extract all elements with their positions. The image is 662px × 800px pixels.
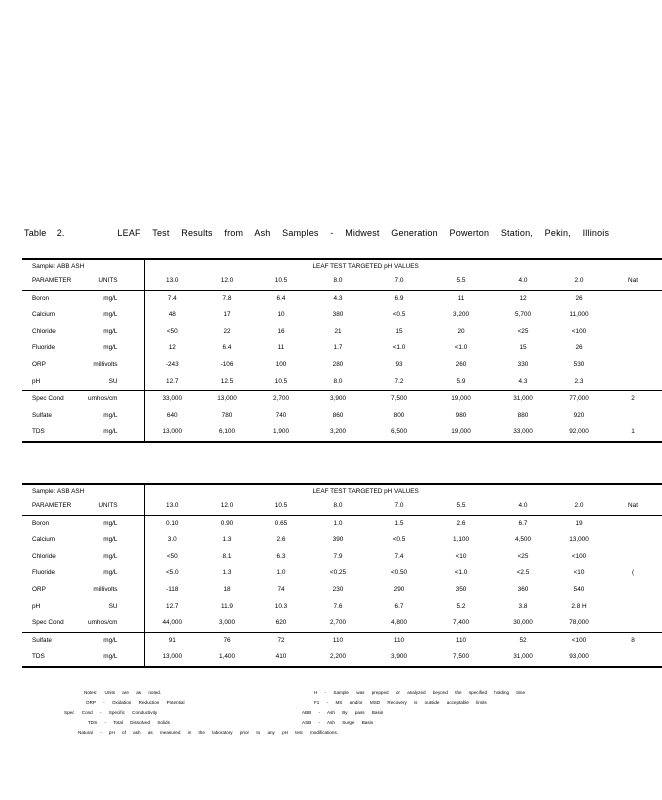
units-header: UNITS (82, 273, 144, 290)
result-value: 100 (275, 360, 287, 368)
result-value: 0.10 (166, 519, 179, 527)
units-header: UNITS (82, 498, 144, 515)
result-value: 33,000 (492, 424, 554, 442)
result-value: 3,200 (453, 311, 469, 319)
results-table-abb (22, 258, 638, 443)
parameter-units: mg/L (82, 632, 144, 649)
table-row (22, 408, 662, 425)
parameter-name: TDS (22, 649, 82, 667)
note-orp: ORP - Oxidation Reduction Potential (86, 700, 185, 705)
result-value: 15 (519, 344, 527, 352)
result-value: 2.6 (456, 519, 466, 527)
result-value: 4,500 (515, 536, 531, 544)
result-value: 7,500 (368, 391, 430, 408)
result-value: 44,000 (162, 619, 183, 627)
result-value: 2.8 H (571, 602, 587, 610)
result-value: 10 (277, 311, 285, 319)
parameter-units: millivolts (82, 357, 144, 374)
parameter-header: PARAMETER (22, 498, 82, 515)
result-value: 880 (517, 411, 529, 419)
result-value: <2.5 (516, 569, 530, 577)
result-value: 7.6 (333, 602, 343, 610)
result-value: 33,000 (144, 391, 200, 408)
parameter-name: Boron (32, 294, 50, 302)
result-value: 530 (573, 360, 585, 368)
result-value: 620 (275, 619, 287, 627)
result-value: -243 (165, 360, 179, 368)
result-value: 2,700 (254, 391, 308, 408)
table-row (22, 632, 662, 649)
result-value: <50 (166, 327, 178, 335)
result-value: 92,000 (554, 424, 604, 442)
result-value: 3,200 (308, 424, 368, 442)
result-value: 18 (223, 585, 231, 593)
table-row (22, 307, 662, 324)
data-table (22, 258, 662, 443)
table-notes (0, 690, 618, 750)
result-value: 13,000 (200, 391, 254, 408)
ph-target-header: 10.5 (254, 498, 308, 515)
result-value (604, 615, 662, 632)
result-value: 10.5 (274, 377, 288, 385)
table-row (22, 532, 662, 549)
result-value: 8.0 (333, 377, 343, 385)
result-value: ( (631, 569, 635, 577)
parameter-units: mg/L (82, 515, 144, 532)
ph-target-header: 2.0 (554, 498, 604, 515)
result-value: <1.0 (454, 569, 468, 577)
result-value (604, 324, 662, 341)
result-value: 980 (455, 411, 467, 419)
note-spec-cond: Spec Cond - Specific Conductivity (64, 710, 158, 715)
result-value: 91 (144, 632, 200, 649)
note-units: Notes: Units are as noted. (84, 690, 162, 695)
result-value: 12.5 (220, 377, 234, 385)
result-value: 860 (332, 411, 344, 419)
result-value: 2.6 (276, 536, 286, 544)
result-value: 5.2 (456, 602, 466, 610)
ph-target-header: 7.0 (368, 498, 430, 515)
result-value: 11,000 (569, 311, 589, 319)
parameter-units: umhos/cm (82, 391, 144, 408)
result-value: 800 (393, 411, 405, 419)
result-value (604, 340, 662, 357)
result-value: 410 (254, 649, 308, 667)
parameter-units: mg/L (82, 549, 144, 566)
result-value: 1 (604, 424, 662, 442)
result-value: 360 (517, 585, 529, 593)
ph-target-header: 4.0 (492, 498, 554, 515)
result-value: 11.9 (221, 602, 233, 610)
result-value: 6.7 (394, 602, 404, 610)
result-value: 1.3 (222, 569, 232, 577)
result-value: 17 (223, 311, 231, 319)
sample-label: Sample: ASB ASH (22, 484, 144, 498)
table-caption (24, 228, 609, 238)
result-value: 22 (223, 327, 231, 335)
parameter-name: Fluoride (32, 344, 56, 352)
ph-target-header: 7.0 (368, 273, 430, 290)
result-value: <1.0 (392, 344, 406, 352)
result-value: 390 (332, 536, 344, 544)
result-value: 0.65 (274, 519, 288, 527)
result-value: 380 (332, 311, 344, 319)
result-value: 16 (277, 327, 285, 335)
ph-target-header: 4.0 (492, 273, 554, 290)
result-value: 72 (254, 632, 308, 649)
result-value: <0.5 (392, 536, 406, 544)
ph-target-header: 12.0 (200, 498, 254, 515)
result-value (604, 649, 662, 667)
result-value: <0.25 (329, 569, 347, 577)
result-value: 7.4 (394, 552, 404, 560)
leaf-test-header: LEAF TEST TARGETED pH VALUES (144, 484, 662, 498)
result-value: 740 (275, 411, 287, 419)
result-value: 5.9 (456, 377, 466, 385)
result-value (604, 515, 662, 532)
parameter-units: mg/L (82, 307, 144, 324)
result-value: 3,900 (368, 649, 430, 667)
caption-number: 2. (56, 228, 65, 238)
result-value (604, 599, 662, 616)
table-title-row (22, 484, 662, 498)
result-value: 12 (168, 344, 176, 352)
result-value: <50 (166, 552, 178, 560)
ph-target-header: Nat (604, 273, 662, 290)
table-row (22, 374, 662, 391)
result-value: 12.7 (166, 377, 179, 385)
result-value: 6,100 (200, 424, 254, 442)
result-value: 540 (573, 585, 585, 593)
result-value: 6.9 (394, 294, 404, 302)
parameter-units: mg/L (82, 324, 144, 341)
result-value: 76 (200, 632, 254, 649)
note-holding-time: H - Sample was prepped or analyzed beyond the specified holding time (314, 690, 526, 695)
result-value: 4,800 (391, 619, 407, 627)
result-value (604, 582, 662, 599)
result-value (604, 357, 662, 374)
results-table-asb (22, 483, 638, 668)
result-value: 13,000 (569, 536, 589, 544)
caption-title: LEAF Test Results from Ash Samples - Midwest Generation Powerton Station, Pekin, Illinois (117, 228, 610, 238)
result-value: 7,400 (453, 619, 469, 627)
ph-target-header: 13.0 (144, 498, 200, 515)
ph-target-header: 8.0 (308, 498, 368, 515)
table-row (22, 565, 662, 582)
table-row (22, 357, 662, 374)
result-value: 110 (308, 632, 368, 649)
result-value: 93,000 (554, 649, 604, 667)
result-value: <0.5 (392, 311, 406, 319)
result-value: 3,000 (219, 619, 235, 627)
column-header-row (22, 273, 662, 290)
table-row (22, 391, 662, 408)
result-value: 1,900 (254, 424, 308, 442)
result-value: 640 (166, 411, 178, 419)
parameter-name: Spec Cond (32, 619, 64, 627)
result-value: 7.2 (394, 377, 404, 385)
result-value (604, 549, 662, 566)
result-value: 77,000 (554, 391, 604, 408)
result-value: 110 (430, 632, 492, 649)
result-value: 11 (457, 294, 465, 302)
result-value: 230 (332, 585, 344, 593)
result-value: 2,200 (308, 649, 368, 667)
result-value: 19,000 (430, 424, 492, 442)
parameter-name: Sulfate (32, 411, 52, 419)
table-row (22, 649, 662, 667)
result-value: 260 (455, 360, 467, 368)
result-value: 2.3 (574, 377, 584, 385)
result-value: 12.7 (166, 602, 179, 610)
result-value: 110 (368, 632, 430, 649)
data-table (22, 483, 662, 668)
result-value: <25 (517, 327, 529, 335)
column-header-row (22, 498, 662, 515)
result-value: 2 (604, 391, 662, 408)
result-value: -118 (166, 585, 179, 593)
result-value: 5,700 (515, 311, 531, 319)
result-value: 31,000 (492, 391, 554, 408)
note-ms-msd: F1 - MS and/or MSD Recovery is outside acceptable limits (314, 700, 487, 705)
note-tds: TDS - Total Dissolved Solids (88, 720, 170, 725)
result-value: 6.4 (276, 294, 286, 302)
result-value: 78,000 (569, 619, 589, 627)
result-value: 12 (519, 294, 527, 302)
parameter-name: Boron (32, 519, 50, 527)
parameter-units: mg/L (82, 424, 144, 442)
parameter-units: SU (82, 374, 144, 391)
result-value: 2,700 (330, 619, 346, 627)
result-value: 0.90 (220, 519, 234, 527)
ph-target-header: 8.0 (308, 273, 368, 290)
note-asb: ASB - Ash Surge Basin (302, 720, 374, 725)
parameter-units: mg/L (82, 565, 144, 582)
result-value: 7.8 (222, 294, 232, 302)
parameter-name: Chloride (32, 552, 56, 560)
parameter-name: ORP (32, 585, 46, 593)
result-value: <100 (554, 632, 604, 649)
table-row (22, 515, 662, 532)
result-value: 1,400 (200, 649, 254, 667)
result-value: 1.0 (333, 519, 343, 527)
parameter-name: ORP (32, 360, 46, 368)
result-value: 6.3 (276, 552, 286, 560)
result-value: 6.4 (222, 344, 232, 352)
parameter-units: mg/L (82, 408, 144, 425)
result-value: 19 (575, 519, 583, 527)
result-value: <100 (571, 552, 587, 560)
ph-target-header: 5.5 (430, 498, 492, 515)
table-row (22, 424, 662, 442)
result-value: 1.5 (394, 519, 404, 527)
result-value: 4.3 (333, 294, 343, 302)
result-value: 20 (457, 327, 465, 335)
leaf-test-header: LEAF TEST TARGETED pH VALUES (144, 259, 662, 273)
parameter-units: mg/L (82, 532, 144, 549)
result-value: 7.4 (167, 294, 177, 302)
parameter-units: mg/L (82, 649, 144, 667)
result-value: 8 (604, 632, 662, 649)
parameter-name: pH (32, 377, 41, 385)
result-value: 48 (168, 311, 176, 319)
parameter-name: Calcium (32, 311, 56, 319)
result-value: 74 (277, 585, 285, 593)
table-title-row (22, 259, 662, 273)
parameter-header: PARAMETER (22, 273, 82, 290)
parameter-units: mg/L (82, 340, 144, 357)
result-value: 7,500 (430, 649, 492, 667)
result-value: 3.8 (518, 602, 528, 610)
result-value: 330 (517, 360, 529, 368)
note-abb: ABB - Ash By pass Basin (302, 710, 384, 715)
parameter-name: Spec Cond (22, 391, 82, 408)
result-value (604, 532, 662, 549)
result-value: <100 (571, 327, 587, 335)
result-value: 780 (221, 411, 233, 419)
result-value: 1,100 (453, 536, 469, 544)
result-value: 8.1 (222, 552, 232, 560)
result-value: <10 (573, 569, 585, 577)
ph-target-header: 10.5 (254, 273, 308, 290)
result-value: 280 (332, 360, 344, 368)
ph-target-header: Nat (604, 498, 662, 515)
caption-label: Table (24, 228, 47, 238)
result-value: 30,000 (513, 619, 533, 627)
parameter-units: umhos/cm (82, 615, 144, 632)
parameter-name: Chloride (32, 327, 56, 335)
ph-target-header: 13.0 (144, 273, 200, 290)
parameter-name: TDS (22, 424, 82, 442)
parameter-name: pH (32, 602, 41, 610)
table-row (22, 549, 662, 566)
result-value (604, 290, 662, 307)
ph-target-header: 5.5 (430, 273, 492, 290)
result-value: 26 (575, 294, 583, 302)
result-value: <0.50 (390, 569, 408, 577)
table-row (22, 615, 662, 632)
parameter-units: millivolts (82, 582, 144, 599)
result-value: 26 (575, 344, 583, 352)
result-value: 1.7 (333, 344, 343, 352)
result-value: 11 (277, 344, 285, 352)
result-value: 350 (455, 585, 467, 593)
result-value: 4.3 (518, 377, 528, 385)
table-row (22, 582, 662, 599)
result-value: 3.0 (167, 536, 177, 544)
result-value: 1.3 (222, 536, 232, 544)
result-value: 6,500 (368, 424, 430, 442)
result-value: <5.0 (165, 569, 179, 577)
result-value: <10 (455, 552, 467, 560)
result-value: 920 (573, 411, 585, 419)
result-value: <25 (517, 552, 529, 560)
ph-target-header: 2.0 (554, 273, 604, 290)
result-value: 1.0 (276, 569, 286, 577)
parameter-name: Calcium (32, 536, 56, 544)
result-value: 93 (395, 360, 403, 368)
result-value: 13,000 (144, 649, 200, 667)
result-value (604, 307, 662, 324)
result-value: 19,000 (430, 391, 492, 408)
result-value: 21 (334, 327, 342, 335)
parameter-name: Sulfate (22, 632, 82, 649)
result-value (604, 374, 662, 391)
result-value: -106 (220, 360, 234, 368)
parameter-units: mg/L (82, 290, 144, 307)
table-row (22, 324, 662, 341)
parameter-units: SU (82, 599, 144, 616)
sample-label: Sample: ABB ASH (22, 259, 144, 273)
result-value: 290 (393, 585, 405, 593)
result-value: 13,000 (144, 424, 200, 442)
result-value: 3,900 (308, 391, 368, 408)
table-row (22, 290, 662, 307)
result-value: 52 (492, 632, 554, 649)
result-value: 10.3 (274, 602, 288, 610)
ph-target-header: 12.0 (200, 273, 254, 290)
result-value: <1.0 (454, 344, 468, 352)
result-value: 15 (395, 327, 403, 335)
table-row (22, 599, 662, 616)
note-natural: Natural - pH of ash as measured in the laboratory prior to any pH test modifications. (78, 730, 339, 735)
result-value (604, 408, 662, 425)
table-row (22, 340, 662, 357)
result-value: 31,000 (492, 649, 554, 667)
result-value: 7.9 (333, 552, 343, 560)
parameter-name: Fluoride (32, 569, 56, 577)
result-value: 6.7 (518, 519, 528, 527)
